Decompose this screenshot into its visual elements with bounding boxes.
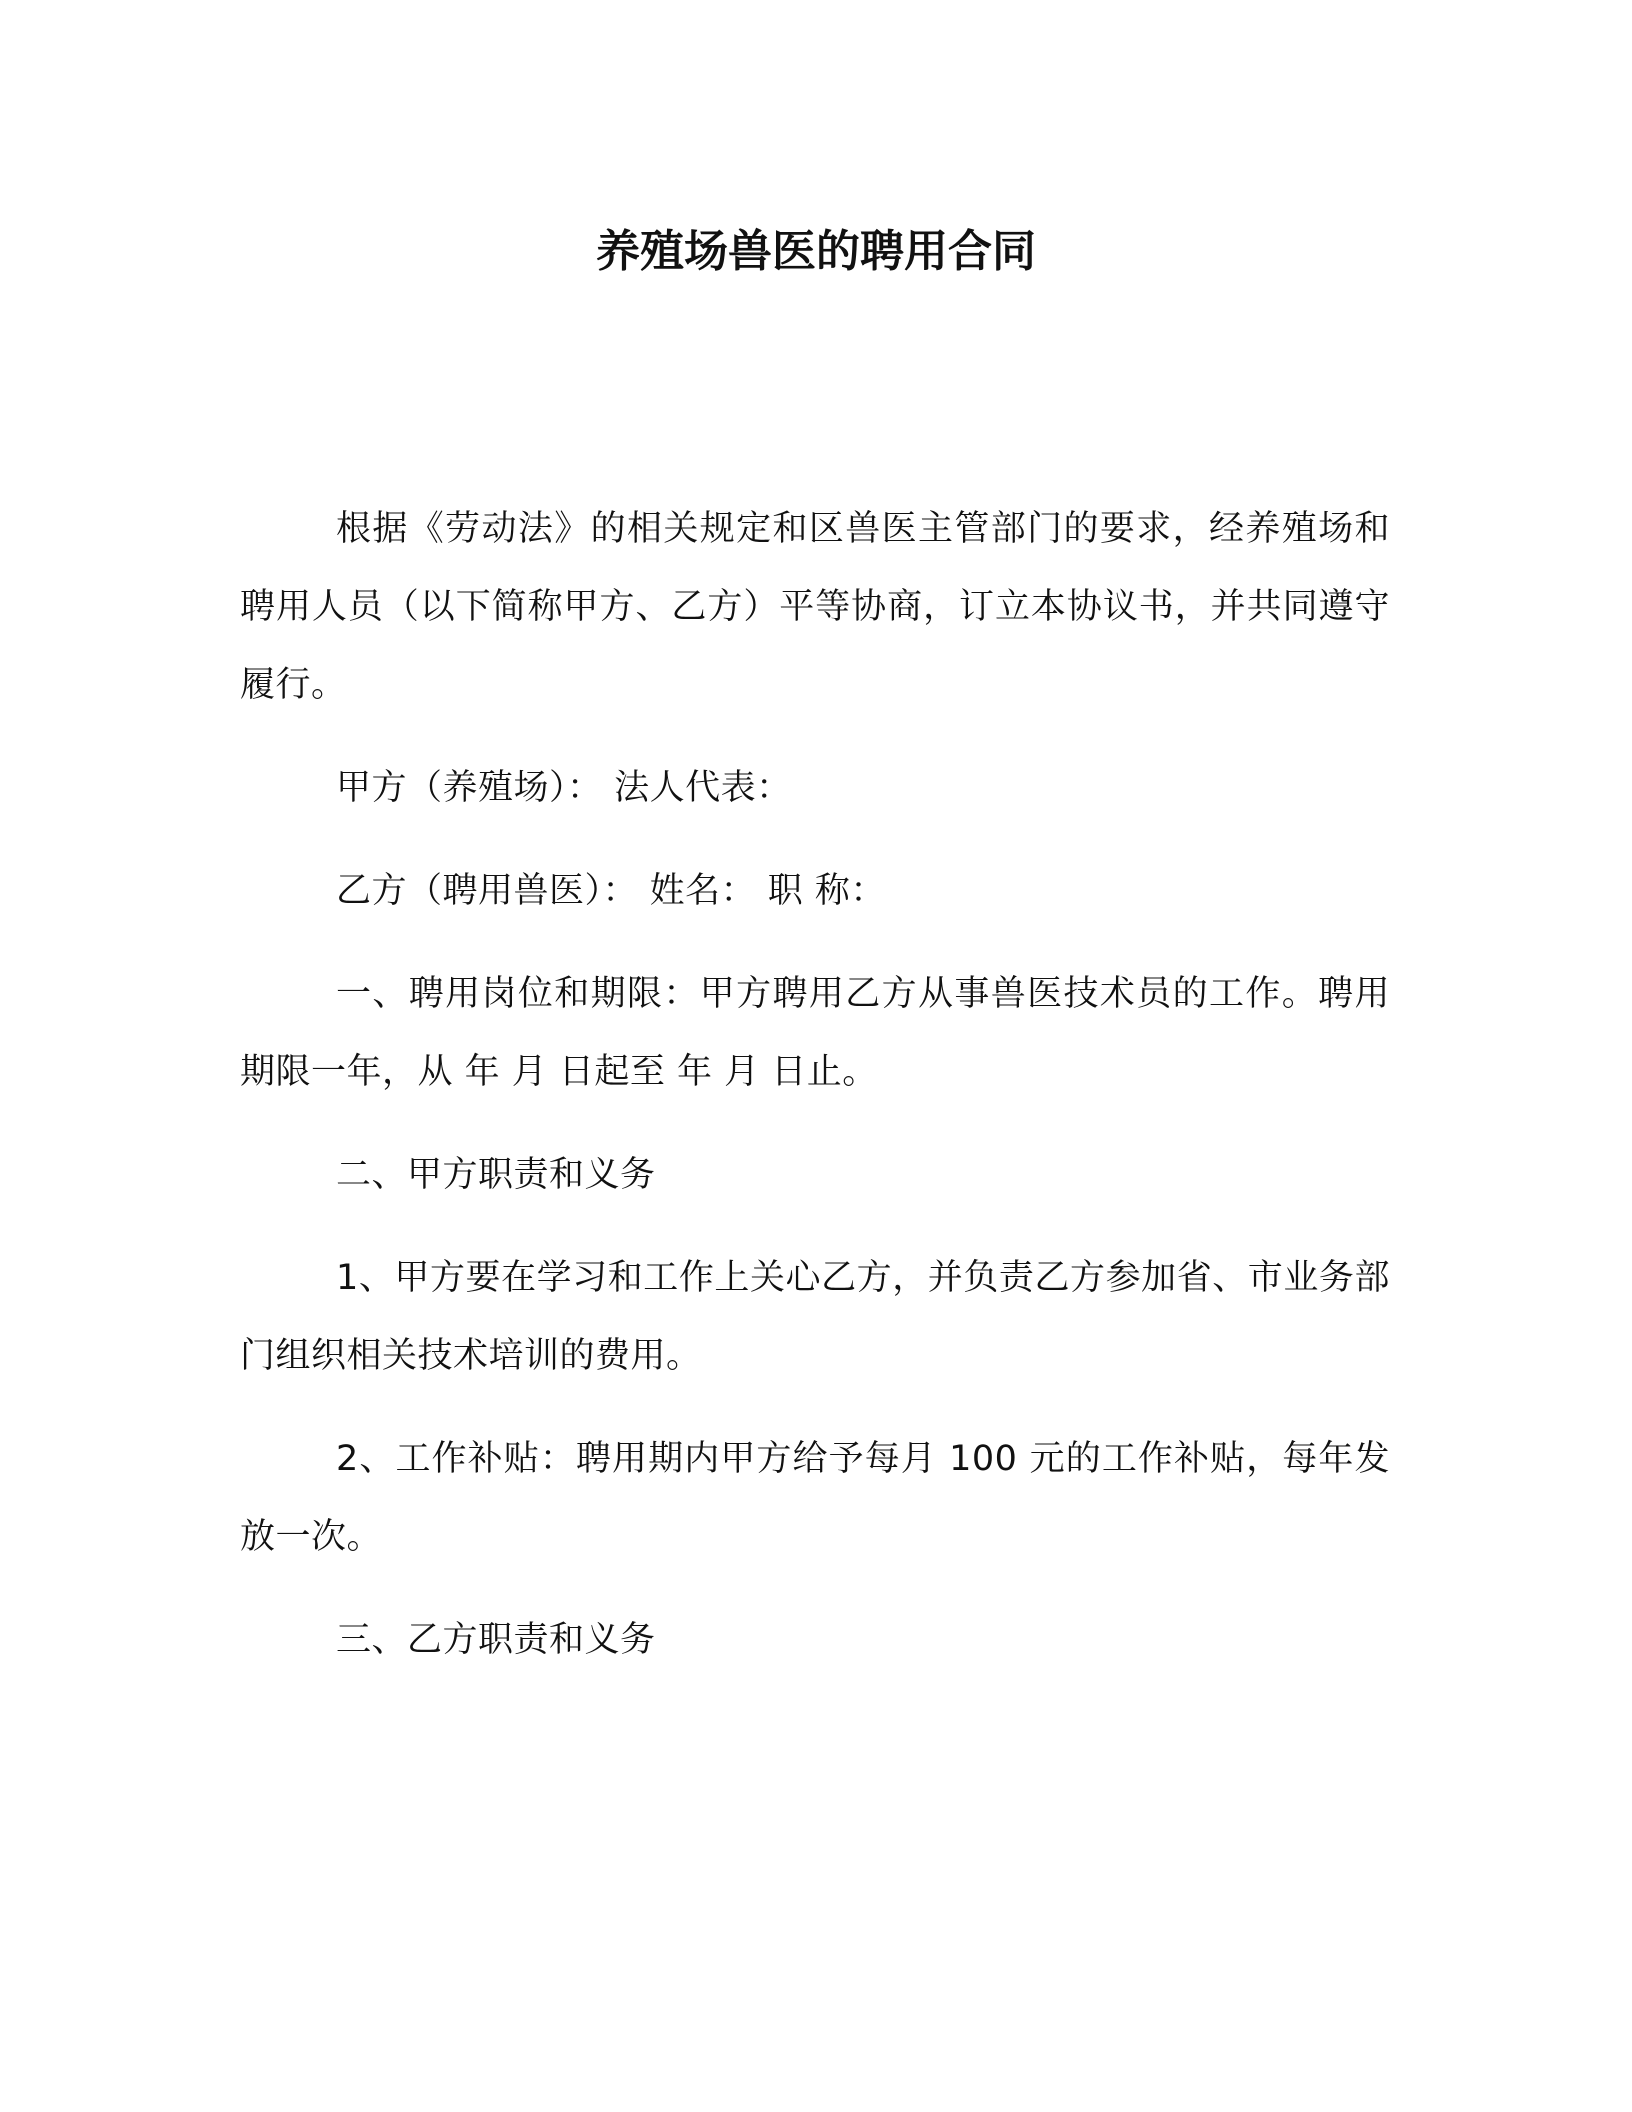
party-b-line: 乙方（聘用兽医）： 姓名： 职 称： (336, 871, 886, 911)
clause-2-1-paragraph: 1、甲方要在学习和工作上关心乙方，并负责乙方参加省、市业务部门组织相关技术培训的费用。 (240, 1258, 1390, 1376)
section-3-heading: 三、乙方职责和义务 (336, 1620, 656, 1660)
document-body (240, 490, 1390, 1704)
clause-2-2-paragraph: 2、工作补贴：聘用期内甲方给予每月 100 元的工作补贴，每年发放一次。 (240, 1439, 1390, 1557)
party-a-line: 甲方（养殖场）： 法人代表： (336, 768, 792, 808)
document-title: 养殖场兽医的聘用合同 (596, 226, 1036, 277)
intro-paragraph: 根据《劳动法》的相关规定和区兽医主管部门的要求，经养殖场和聘用人员（以下简称甲方、乙方）平等协商，订立本协议书，并共同遵守履行。 (240, 509, 1390, 705)
section-1-paragraph: 一、聘用岗位和期限：甲方聘用乙方从事兽医技术员的工作。聘用期限一年，从 年 月 日起至 年 月 日止。 (240, 974, 1390, 1092)
section-2-heading: 二、甲方职责和义务 (336, 1155, 656, 1195)
